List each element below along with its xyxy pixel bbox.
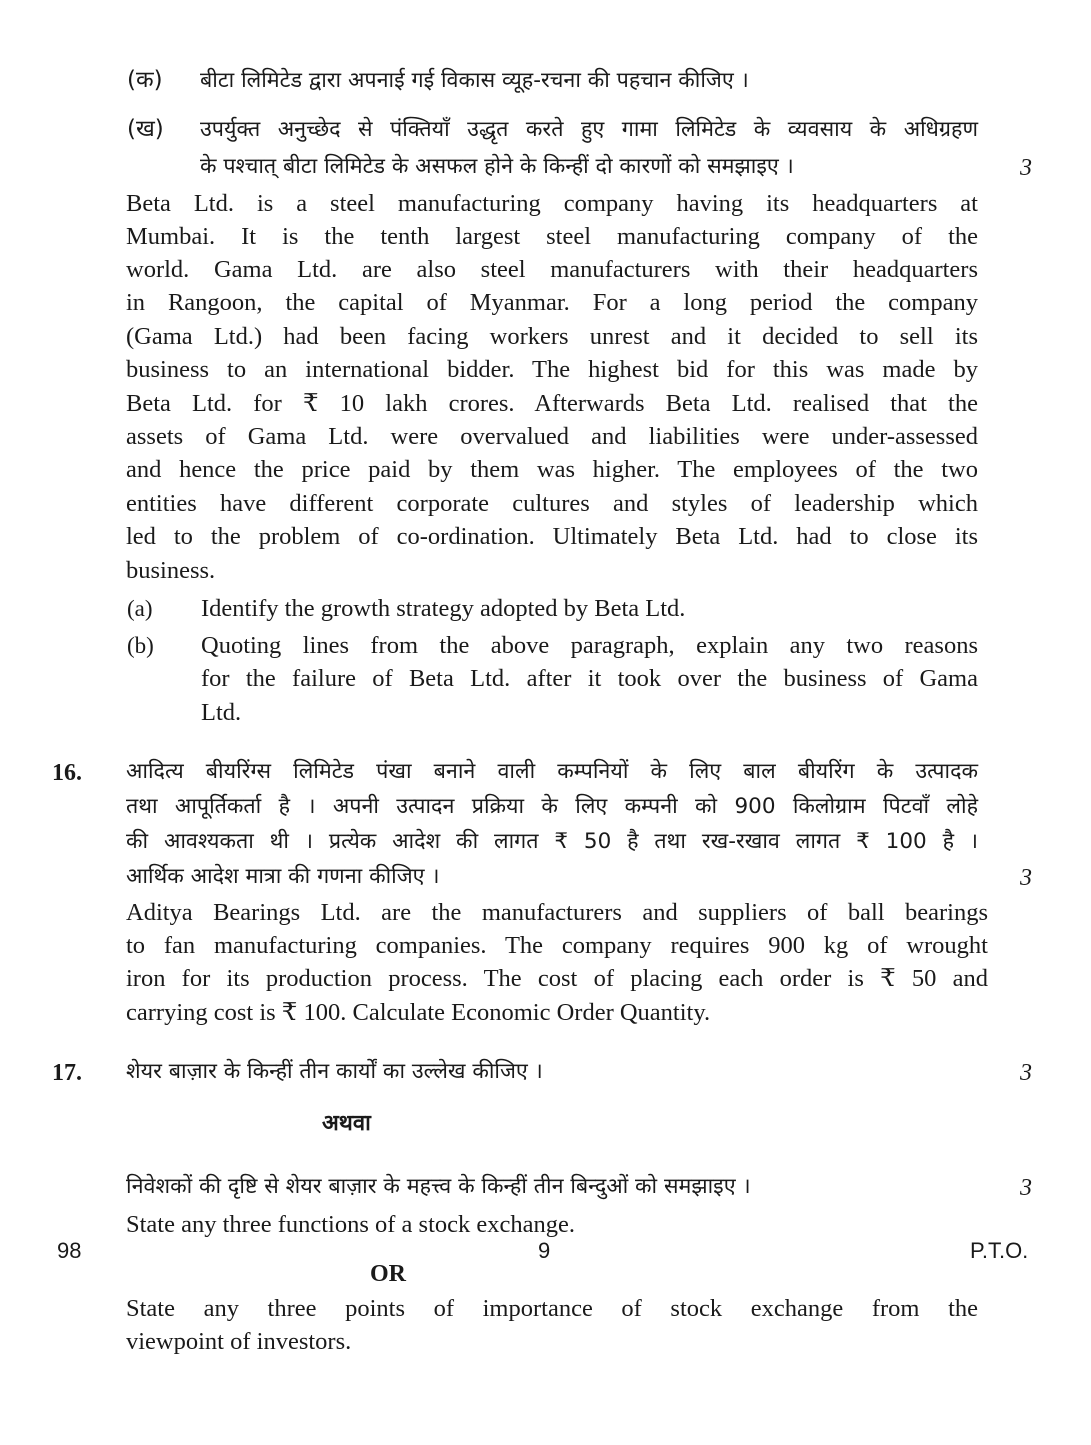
en-part-b-line: Ltd.: [201, 699, 242, 726]
en-part-b-line: Quoting lines from the above paragraph, explain any two reasons: [201, 632, 978, 659]
paper-code: 98: [57, 1238, 82, 1263]
paragraph-line: led to the problem of co-ordination. Ultimately Beta Ltd. had to close its: [126, 523, 978, 550]
en-part-a-text: Identify the growth strategy adopted by Beta Ltd.: [201, 595, 686, 622]
paragraph-line: entities have different corporate cultures and styles of leadership which: [126, 490, 978, 517]
q16-hindi-line: आर्थिक आदेश मात्रा की गणना कीजिए ।: [126, 864, 440, 889]
hi-part-a-text: बीटा लिमिटेड द्वारा अपनाई गई विकास व्यूह-रचना की पहचान कीजिए ।: [200, 68, 749, 93]
paragraph-line: business.: [126, 557, 216, 584]
q16-english-line: carrying cost is ₹ 100. Calculate Economic Order Quantity.: [126, 999, 711, 1026]
page-number: 9: [538, 1238, 551, 1263]
q17-hindi-alternative: निवेशकों की दृष्टि से शेयर बाज़ार के महत्त्व के किन्हीं तीन बिन्दुओं को समझाइए ।: [126, 1174, 751, 1199]
q17-english-question: State any three functions of a stock exchange.: [126, 1211, 576, 1238]
q16-hindi-line: तथा आपूर्तिकर्ता है । अपनी उत्पादन प्रक्रिया के लिए कम्पनी को 900 किलोग्राम पिटवाँ लोहे: [126, 794, 978, 819]
paragraph-line: Beta Ltd. is a steel manufacturing company having its headquarters at: [126, 190, 978, 217]
question-number-16: 16.: [52, 760, 82, 786]
marks-q17-alt: 3: [1020, 1175, 1032, 1201]
en-part-a-label: (a): [127, 596, 153, 621]
paragraph-line: business to an international bidder. The highest bid for this was made by: [126, 356, 978, 383]
q17-hindi-question: शेयर बाज़ार के किन्हीं तीन कार्यों का उल्लेख कीजिए ।: [126, 1059, 543, 1084]
marks-q15: 3: [1020, 155, 1032, 181]
paragraph-line: Beta Ltd. for ₹ 10 lakh crores. Afterwards Beta Ltd. realised that the: [126, 390, 978, 417]
paragraph-line: Mumbai. It is the tenth largest steel manufacturing company of the: [126, 223, 978, 250]
q17-english-alt-line: viewpoint of investors.: [126, 1328, 352, 1355]
hi-part-b-line: उपर्युक्त अनुच्छेद से पंक्तियाँ उद्धृत करते हुए गामा लिमिटेड के व्यवसाय के अधिग्रहण: [200, 117, 978, 142]
question-number-17: 17.: [52, 1060, 82, 1086]
paragraph-line: (Gama Ltd.) had been facing workers unrest and it decided to sell its: [126, 323, 978, 350]
hi-part-b-line: के पश्चात् बीटा लिमिटेड के असफल होने के किन्हीं दो कारणों को समझाइए ।: [200, 154, 794, 179]
en-part-b-label: (b): [127, 633, 154, 658]
q17-english-alt-line: State any three points of importance of stock exchange from the: [126, 1295, 978, 1322]
paragraph-line: world. Gama Ltd. are also steel manufacturers with their headquarters: [126, 256, 978, 283]
q16-english-line: to fan manufacturing companies. The company requires 900 kg of wrought: [126, 932, 988, 959]
hi-part-a-label: (क): [127, 67, 163, 93]
marks-q16: 3: [1020, 865, 1032, 891]
marks-q17: 3: [1020, 1060, 1032, 1086]
paragraph-line: and hence the price paid by them was higher. The employees of the two: [126, 456, 978, 483]
q16-english-line: iron for its production process. The cost of placing each order is ₹ 50 and: [126, 965, 988, 992]
q16-english-line: Aditya Bearings Ltd. are the manufacturers and suppliers of ball bearings: [126, 899, 988, 926]
english-or-heading: OR: [370, 1261, 406, 1287]
q16-hindi-line: आदित्य बीयरिंग्स लिमिटेड पंखा बनाने वाली कम्पनियों के लिए बाल बीयरिंग के उत्पादक: [126, 759, 978, 784]
pto-marker: P.T.O.: [970, 1238, 1029, 1263]
hi-part-b-label: (ख): [127, 116, 164, 142]
paragraph-line: assets of Gama Ltd. were overvalued and liabilities were under-assessed: [126, 423, 978, 450]
hindi-or-heading: अथवा: [322, 1111, 371, 1136]
en-part-b-line: for the failure of Beta Ltd. after it took over the business of Gama: [201, 665, 978, 692]
paragraph-line: in Rangoon, the capital of Myanmar. For a long period the company: [126, 289, 978, 316]
q16-hindi-line: की आवश्यकता थी । प्रत्येक आदेश की लागत ₹ 50 है तथा रख-रखाव लागत ₹ 100 है ।: [126, 829, 978, 854]
